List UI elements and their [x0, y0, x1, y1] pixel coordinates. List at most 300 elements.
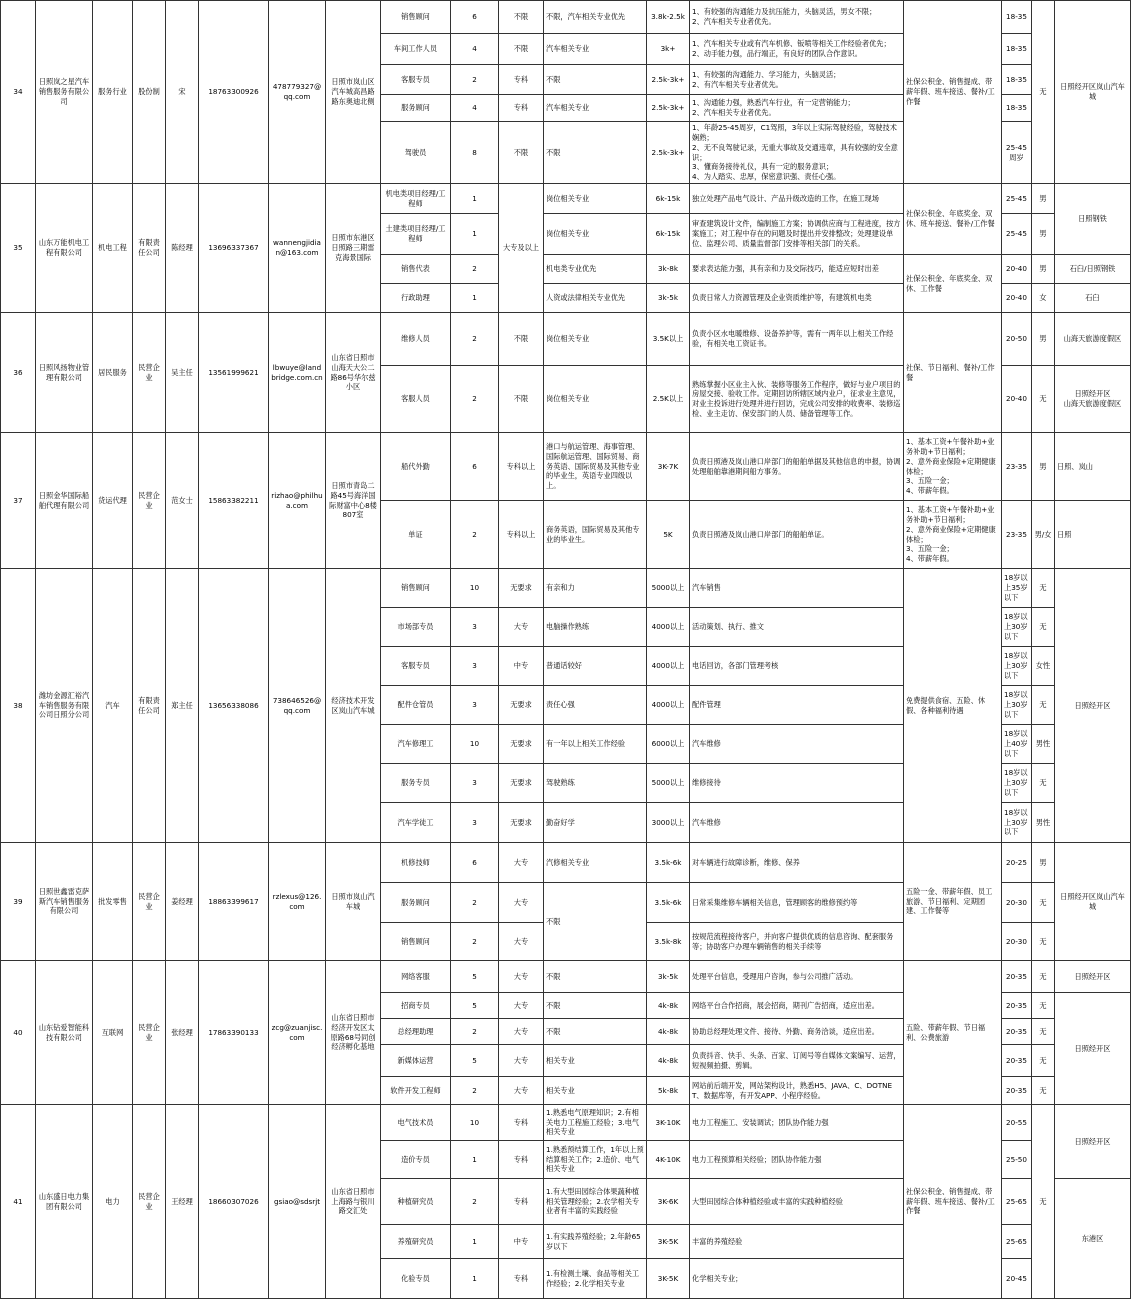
position-major: 汽车相关专业 [544, 34, 647, 65]
position-major: 1.熟悉预结算工作，1年以上预结算相关工作；2.造价、电气相关专业 [544, 1141, 647, 1179]
position-age: 20-35 [1002, 1045, 1032, 1077]
position-edu: 中专 [499, 647, 544, 686]
position-salary: 6k-15k [647, 214, 690, 255]
position-title: 客服专员 [381, 65, 451, 95]
position-edu: 不限 [499, 34, 544, 65]
position-duty: 电力工程施工、安装调试；团队协作能力强 [690, 1105, 904, 1141]
company-type: 民营企业 [133, 843, 166, 961]
position-age: 20-35 [1002, 961, 1032, 993]
contact-person: 王经理 [166, 1105, 199, 1299]
position-edu: 大专及以上 [499, 184, 544, 313]
industry: 互联网 [93, 961, 133, 1105]
company-type: 有限责任公司 [133, 569, 166, 843]
position-major: 有亲和力 [544, 569, 647, 608]
position-major: 岗位相关专业 [544, 184, 647, 214]
position-duty: 网络平台合作招商，展会招商，期刊广告招商，适应出差。 [690, 993, 904, 1019]
position-edu: 不限 [499, 1, 544, 34]
position-title: 机电类项目经理/工程师 [381, 184, 451, 214]
position-major: 普通话较好 [544, 647, 647, 686]
position-title: 配件仓管员 [381, 686, 451, 725]
position-major: 岗位相关专业 [544, 214, 647, 255]
position-salary: 3k-5k [647, 284, 690, 313]
position-duty: 负责日照港及岚山港口岸部门的船舶单证。 [690, 501, 904, 569]
company-no: 37 [1, 433, 36, 569]
email: rzlexus@126.com [269, 843, 326, 961]
position-salary: 3.5k-8k [647, 923, 690, 961]
position-count: 2 [451, 313, 499, 366]
position-count: 2 [451, 501, 499, 569]
welfare: 1、基本工资+午餐补助+业务补助+节日福利； 2、意外商业保险+定期健康体检； 3、五险一金； 4、带薪年假。 [904, 501, 1002, 569]
position-edu: 中专 [499, 1225, 544, 1259]
position-major: 相关专业 [544, 1045, 647, 1077]
gender: 男 [1032, 255, 1055, 284]
position-age: 25-50 [1002, 1141, 1032, 1179]
position-count: 6 [451, 1, 499, 34]
company-type: 股份制 [133, 1, 166, 184]
gender: 无 [1032, 1105, 1055, 1299]
work-location: 日照经开区 [1055, 961, 1131, 993]
position-age: 20-40 [1002, 284, 1032, 313]
position-salary: 2.5k-3k+ [647, 122, 690, 184]
position-title: 新媒体运营 [381, 1045, 451, 1077]
position-edu: 专科 [499, 1179, 544, 1225]
position-title: 化验专员 [381, 1259, 451, 1299]
position-title: 土建类项目经理/工程师 [381, 214, 451, 255]
contact-person: 姜经理 [166, 843, 199, 961]
position-salary: 3.8k-2.5k [647, 1, 690, 34]
position-title: 驾驶员 [381, 122, 451, 184]
work-location: 日照经开区 山海天旅游度假区 [1055, 366, 1131, 433]
work-location: 日照 [1055, 501, 1131, 569]
position-duty: 汽车维修 [690, 803, 904, 843]
gender: 无 [1032, 961, 1055, 993]
address: 山东省日照市山海天大公二路86号华尔兹小区 [326, 313, 381, 433]
position-salary: 3k-8k [647, 255, 690, 284]
position-title: 行政助理 [381, 284, 451, 313]
position-salary: 6000以上 [647, 725, 690, 764]
position-age: 25-45 [1002, 214, 1032, 255]
position-title: 销售顾问 [381, 1, 451, 34]
position-major: 汽车相关专业 [544, 95, 647, 122]
company-name: 山东万能机电工程有限公司 [36, 184, 93, 313]
position-major: 责任心强 [544, 686, 647, 725]
gender: 男 [1032, 184, 1055, 214]
gender: 男 [1032, 433, 1055, 501]
position-edu: 大专 [499, 1019, 544, 1045]
position-age: 25-45周岁 [1002, 122, 1032, 184]
position-age: 18岁以上35岁以下 [1002, 569, 1032, 608]
position-duty: 审查建筑设计文件，编制施工方案；协调供应商与工程进度，按方案施工；对工程中存在的问题及时提出并安排整改；处理建设单位、监理公司、质量监督部门安排等相关部门的关系。 [690, 214, 904, 255]
position-title: 网络客服 [381, 961, 451, 993]
position-age: 18-35 [1002, 34, 1032, 65]
position-salary: 4k-8k [647, 1019, 690, 1045]
position-major: 不限 [544, 961, 647, 993]
company-name: 日照风扬物业管理有限公司 [36, 313, 93, 433]
position-major: 机电类专业优先 [544, 255, 647, 284]
company-name: 日照世鑫雷克萨斯汽车销售服务有限公司 [36, 843, 93, 961]
position-salary: 3.5K以上 [647, 313, 690, 366]
position-major: 1.熟悉电气原理知识；2.有相关电力工程施工经验；3.电气相关专业 [544, 1105, 647, 1141]
phone: 18763300926 [199, 1, 269, 184]
position-salary: 2.5K以上 [647, 366, 690, 433]
position-duty: 1、汽车相关专业或有汽车机修、钣喷等相关工作经验者优先； 2、动手能力强，品行端正，有良好的团队合作意识。 [690, 34, 904, 65]
gender: 无 [1032, 569, 1055, 608]
gender: 男 [1032, 214, 1055, 255]
position-duty: 负责小区水电暖维修、设备养护等，需有一两年以上相关工作经验，有相关电工资证书。 [690, 313, 904, 366]
gender: 无 [1032, 608, 1055, 647]
gender: 无 [1032, 883, 1055, 923]
position-age: 18-35 [1002, 95, 1032, 122]
position-title: 客服人员 [381, 366, 451, 433]
gender: 无 [1032, 1077, 1055, 1105]
position-major: 电脑操作熟练 [544, 608, 647, 647]
position-title: 软件开发工程师 [381, 1077, 451, 1105]
position-major: 1.有检测土壤、食品等相关工作经验；2.化学相关专业 [544, 1259, 647, 1299]
company-name: 潍坊金源汇裕汽车销售服务有限公司日照分公司 [36, 569, 93, 843]
company-name: 日照金华国际船舶代理有限公司 [36, 433, 93, 569]
position-count: 1 [451, 284, 499, 313]
position-major: 驾驶熟练 [544, 764, 647, 803]
welfare: 五险、带薪年假、节日福利、公费旅游 [904, 961, 1002, 1105]
industry: 批发零售 [93, 843, 133, 961]
address: 日照市青岛二路45号海洋国际财富中心8楼807室 [326, 433, 381, 569]
position-count: 2 [451, 366, 499, 433]
welfare: 社保公积金、年底奖金、双休、工作餐 [904, 255, 1002, 313]
position-duty: 要求表达能力强，具有亲和力及交际技巧，能适应短时出差 [690, 255, 904, 284]
position-count: 8 [451, 122, 499, 184]
position-salary: 3K-7K [647, 433, 690, 501]
position-salary: 4k-8k [647, 993, 690, 1019]
position-major: 不限 [544, 993, 647, 1019]
address: 山东省日照市上海路与银川路交汇处 [326, 1105, 381, 1299]
position-edu: 大专 [499, 1045, 544, 1077]
position-count: 2 [451, 65, 499, 95]
industry: 服务行业 [93, 1, 133, 184]
industry: 汽车 [93, 569, 133, 843]
position-salary: 3K-10K [647, 1105, 690, 1141]
company-name: 山东盛日电力集团有限公司 [36, 1105, 93, 1299]
work-location: 日照、岚山 [1055, 433, 1131, 501]
position-duty: 日常采集维修车辆相关信息，管理顾客的维修预约等 [690, 883, 904, 923]
position-title: 服务专员 [381, 764, 451, 803]
position-salary: 6k-15k [647, 184, 690, 214]
company-no: 36 [1, 313, 36, 433]
position-count: 10 [451, 1105, 499, 1141]
email: zcg@zuanjisc.com [269, 961, 326, 1105]
position-title: 种植研究员 [381, 1179, 451, 1225]
welfare: 社保公积金、年底奖金、双休、班车接送、餐补/工作餐 [904, 184, 1002, 255]
position-edu: 不限 [499, 313, 544, 366]
position-major: 不限，汽车相关专业优先 [544, 1, 647, 34]
company-type: 民营企业 [133, 313, 166, 433]
position-count: 3 [451, 686, 499, 725]
gender: 男 [1032, 313, 1055, 366]
gender: 无 [1032, 764, 1055, 803]
position-edu: 专科以上 [499, 433, 544, 501]
email: gsiao@sdsrjt [269, 1105, 326, 1299]
position-count: 1 [451, 1259, 499, 1299]
position-edu: 无要求 [499, 725, 544, 764]
address: 日照市岚山汽车城 [326, 843, 381, 961]
position-title: 养殖研究员 [381, 1225, 451, 1259]
position-duty: 1、年龄25-45周岁，C1驾照，3年以上实际驾驶经验，驾驶技术娴熟； 2、无不良驾驶记录，无重大事故及交通违章，具有较强的安全意识； 3、懂商务接待礼仪，具有一定的服务意识； 4、为人踏实、忠厚，保密意识强、责任心强。 [690, 122, 904, 184]
phone: 18863399617 [199, 843, 269, 961]
position-major: 不限 [544, 883, 647, 961]
work-location: 石臼/日照钢铁 [1055, 255, 1131, 284]
position-duty: 活动策划、执行、推文 [690, 608, 904, 647]
position-salary: 5k-8k [647, 1077, 690, 1105]
position-age: 20-40 [1002, 366, 1032, 433]
position-duty: 熟练掌握小区业主入伙、装修等服务工作程序，做好与业户项目的房屋交接、验收工作。定期回访所辖区域内业户，征求业主意见，对业主投诉进行处理并进行回访，完成公司安排的收费率、装修巡检、业主走访、保安部门的人员、储备管理等工作。 [690, 366, 904, 433]
email: 738646526@qq.com [269, 569, 326, 843]
position-salary: 3.5k-6k [647, 843, 690, 883]
position-age: 18岁以上40岁以下 [1002, 725, 1032, 764]
position-duty: 1、沟通能力强，熟悉汽车行业，有一定营销能力； 2、汽车相关专业者优先。 [690, 95, 904, 122]
position-edu: 不限 [499, 366, 544, 433]
position-duty: 负责抖音、快手、头条、百家、订阅号等自媒体文案编写、运营，短视频拍摄、剪辑。 [690, 1045, 904, 1077]
contact-person: 郑主任 [166, 569, 199, 843]
position-age: 20-40 [1002, 255, 1032, 284]
company-no: 38 [1, 569, 36, 843]
position-edu: 专科 [499, 1259, 544, 1299]
gender: 男性 [1032, 725, 1055, 764]
gender: 女性 [1032, 647, 1055, 686]
position-age: 20-45 [1002, 1259, 1032, 1299]
position-age: 20-30 [1002, 883, 1032, 923]
address: 山东省日照市经济开发区太原路68号同创经济孵化基地 [326, 961, 381, 1105]
work-location: 山海天旅游度假区 [1055, 313, 1131, 366]
position-edu: 无要求 [499, 686, 544, 725]
position-count: 1 [451, 184, 499, 214]
position-duty: 1、有较强的沟通能力、学习能力，头脑灵活； 2、有汽车相关专业者优先。 [690, 65, 904, 95]
position-duty: 1、有较强的沟通能力及抗压能力，头脑灵活，男女不限； 2、汽车相关专业者优先。 [690, 1, 904, 34]
position-edu: 专科 [499, 95, 544, 122]
position-age: 18岁以上30岁以下 [1002, 647, 1032, 686]
position-salary: 2.5k-3k+ [647, 65, 690, 95]
work-location: 日照经开区 [1055, 993, 1131, 1105]
position-major: 不限 [544, 65, 647, 95]
welfare: 社保公积金、销售提成、带薪年假、班车接送、餐补/工作餐 [904, 1, 1002, 184]
position-edu: 无要求 [499, 803, 544, 843]
email: wannengjidian@163.com [269, 184, 326, 313]
company-type: 民营企业 [133, 1105, 166, 1299]
position-title: 船代外勤 [381, 433, 451, 501]
position-salary: 3K-5K [647, 1259, 690, 1299]
position-duty: 大型田园综合体种植经验或丰富的实践种植经验 [690, 1179, 904, 1225]
position-count: 3 [451, 647, 499, 686]
position-salary: 3.5k-6k [647, 883, 690, 923]
position-salary: 4k-8k [647, 1045, 690, 1077]
company-no: 41 [1, 1105, 36, 1299]
position-age: 20-35 [1002, 1019, 1032, 1045]
position-count: 5 [451, 961, 499, 993]
position-age: 18岁以上30岁以下 [1002, 803, 1032, 843]
position-major: 相关专业 [544, 1077, 647, 1105]
company-no: 35 [1, 184, 36, 313]
email: rizhao@philhua.com [269, 433, 326, 569]
position-count: 6 [451, 433, 499, 501]
position-major: 有一年以上相关工作经验 [544, 725, 647, 764]
position-count: 2 [451, 1019, 499, 1045]
position-count: 2 [451, 1077, 499, 1105]
welfare: 社保公积金、销售提成、带薪年假、班车接送、餐补/工作餐 [904, 1105, 1002, 1299]
position-duty: 维修接待 [690, 764, 904, 803]
position-title: 汽车学徒工 [381, 803, 451, 843]
company-no: 39 [1, 843, 36, 961]
gender: 无 [1032, 686, 1055, 725]
position-salary: 3k-5k [647, 961, 690, 993]
address: 日照市东港区日照路三期雷克海景国际 [326, 184, 381, 313]
position-salary: 4000以上 [647, 608, 690, 647]
position-edu: 专科 [499, 1105, 544, 1141]
position-salary: 5000以上 [647, 569, 690, 608]
email: 478779327@qq.com [269, 1, 326, 184]
position-age: 20-35 [1002, 1077, 1032, 1105]
position-duty: 按规范流程接待客户，并向客户提供优质的信息咨询、配套服务等；协助客户办理车辆销售的相关手续等 [690, 923, 904, 961]
position-age: 18-35 [1002, 65, 1032, 95]
position-duty: 化学相关专业； [690, 1259, 904, 1299]
position-title: 总经理助理 [381, 1019, 451, 1045]
position-salary: 4000以上 [647, 647, 690, 686]
position-edu: 无要求 [499, 764, 544, 803]
position-edu: 专科 [499, 65, 544, 95]
welfare: 五险一金、带薪年假、员工旅游、节日福利、定期团建、工作餐等 [904, 843, 1002, 961]
phone: 13561999621 [199, 313, 269, 433]
position-age: 25-65 [1002, 1179, 1032, 1225]
position-major: 岗位相关专业 [544, 313, 647, 366]
position-salary: 5K [647, 501, 690, 569]
position-duty: 独立处理产品电气设计、产品升级改造的工作，在施工现场 [690, 184, 904, 214]
position-duty: 电话回访，各部门管理考核 [690, 647, 904, 686]
position-salary: 5000以上 [647, 764, 690, 803]
position-major: 不限 [544, 1019, 647, 1045]
position-edu: 大专 [499, 608, 544, 647]
contact-person: 张经理 [166, 961, 199, 1105]
position-title: 服务顾问 [381, 883, 451, 923]
position-duty: 负责日常人力资源管理及企业资质维护等，有建筑机电类 [690, 284, 904, 313]
welfare: 社保、节日福利、餐补/工作餐 [904, 313, 1002, 433]
industry: 电力 [93, 1105, 133, 1299]
phone: 13696337367 [199, 184, 269, 313]
company-type: 有限责任公司 [133, 184, 166, 313]
position-title: 销售代表 [381, 255, 451, 284]
position-title: 汽车修理工 [381, 725, 451, 764]
gender: 无 [1032, 366, 1055, 433]
position-count: 2 [451, 1179, 499, 1225]
company-name: 日照岚之星汽车销售服务有限公司 [36, 1, 93, 184]
position-duty: 电力工程预算相关经验；团队协作能力强 [690, 1141, 904, 1179]
gender: 女 [1032, 284, 1055, 313]
position-age: 20-25 [1002, 843, 1032, 883]
position-major: 港口与航运管理、海事管理、国际航运管理、国际贸易、商务英语、国际贸易及其他专业的毕业生，英语专业四级以上。 [544, 433, 647, 501]
position-duty: 网站前后端开发，网站架构设计，熟悉H5、JAVA、C、DOTNET、数据库等，有开发APP、小程序经验。 [690, 1077, 904, 1105]
company-type: 民营企业 [133, 961, 166, 1105]
position-count: 3 [451, 764, 499, 803]
position-edu: 大专 [499, 843, 544, 883]
position-edu: 大专 [499, 993, 544, 1019]
gender: 无 [1032, 923, 1055, 961]
gender: 男 [1032, 843, 1055, 883]
position-age: 18岁以上30岁以下 [1002, 764, 1032, 803]
position-major: 1.有实践养殖经验；2.年龄65岁以下 [544, 1225, 647, 1259]
position-count: 5 [451, 993, 499, 1019]
work-location: 日照经开区 [1055, 569, 1131, 843]
position-age: 25-45 [1002, 184, 1032, 214]
position-edu: 专科以上 [499, 501, 544, 569]
position-age: 18-35 [1002, 1, 1032, 34]
company-no: 34 [1, 1, 36, 184]
address: 经济技术开发区岚山汽车城 [326, 569, 381, 843]
phone: 17863390133 [199, 961, 269, 1105]
position-major: 岗位相关专业 [544, 366, 647, 433]
position-duty: 丰富的养殖经验 [690, 1225, 904, 1259]
position-salary: 2.5k-3k+ [647, 95, 690, 122]
position-count: 1 [451, 1141, 499, 1179]
position-edu: 大专 [499, 961, 544, 993]
work-location: 日照钢铁 [1055, 184, 1131, 255]
position-title: 电气技术员 [381, 1105, 451, 1141]
phone: 13656338086 [199, 569, 269, 843]
position-salary: 4K-10K [647, 1141, 690, 1179]
position-count: 10 [451, 569, 499, 608]
position-age: 20-55 [1002, 1105, 1032, 1141]
position-count: 2 [451, 883, 499, 923]
position-title: 销售顾问 [381, 569, 451, 608]
position-major: 人资或法律相关专业优先 [544, 284, 647, 313]
position-major: 勤奋好学 [544, 803, 647, 843]
position-age: 23-35 [1002, 501, 1032, 569]
position-count: 3 [451, 608, 499, 647]
position-edu: 专科 [499, 1141, 544, 1179]
position-salary: 3000以上 [647, 803, 690, 843]
position-age: 18岁以上30岁以下 [1002, 608, 1032, 647]
position-duty: 处理平台信息，受理用户咨询，参与公司推广活动。 [690, 961, 904, 993]
gender: 无 [1032, 1019, 1055, 1045]
position-major: 汽修相关专业 [544, 843, 647, 883]
position-duty: 负责日照港及岚山港口岸部门的船舶单据及其他信息的申报，协调处理船舶靠港期间船方事务。 [690, 433, 904, 501]
position-age: 18岁以上30岁以下 [1002, 686, 1032, 725]
position-age: 20-50 [1002, 313, 1032, 366]
position-title: 单证 [381, 501, 451, 569]
position-title: 机修技师 [381, 843, 451, 883]
email: lbwuye@landbridge.com.cn [269, 313, 326, 433]
company-no: 40 [1, 961, 36, 1105]
contact-person: 陈经理 [166, 184, 199, 313]
position-title: 造价专员 [381, 1141, 451, 1179]
position-title: 服务顾问 [381, 95, 451, 122]
phone: 18660307026 [199, 1105, 269, 1299]
phone: 15863382211 [199, 433, 269, 569]
position-count: 4 [451, 34, 499, 65]
position-count: 2 [451, 923, 499, 961]
position-duty: 汽车维修 [690, 725, 904, 764]
position-count: 1 [451, 1225, 499, 1259]
position-age: 20-30 [1002, 923, 1032, 961]
position-duty: 对车辆进行故障诊断，维修、保养 [690, 843, 904, 883]
position-edu: 无要求 [499, 569, 544, 608]
position-age: 23-35 [1002, 433, 1032, 501]
position-title: 维修人员 [381, 313, 451, 366]
position-count: 10 [451, 725, 499, 764]
position-count: 5 [451, 1045, 499, 1077]
gender: 男/女 [1032, 501, 1055, 569]
work-location: 日照经开区岚山汽车城 [1055, 843, 1131, 961]
position-count: 4 [451, 95, 499, 122]
position-title: 客服专员 [381, 647, 451, 686]
work-location: 日照经开区岚山汽车城 [1055, 1, 1131, 184]
position-major: 不限 [544, 122, 647, 184]
position-edu: 大专 [499, 923, 544, 961]
